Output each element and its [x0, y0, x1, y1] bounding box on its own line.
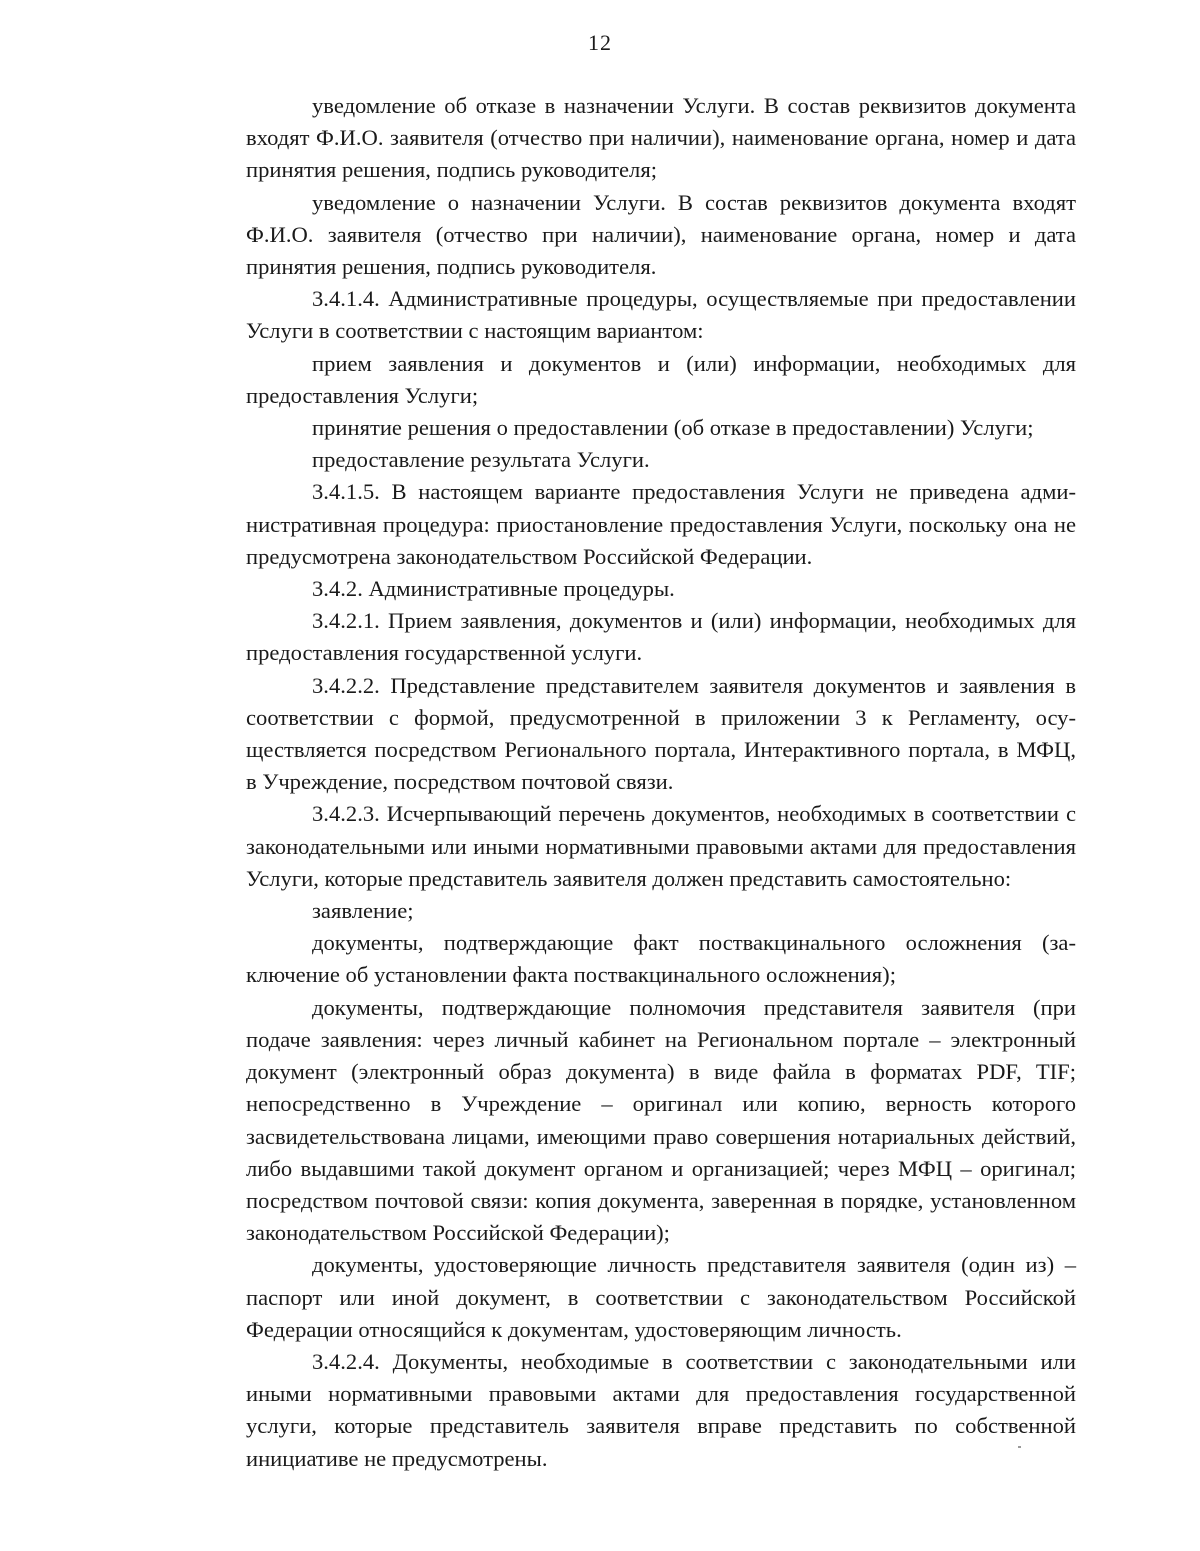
paragraph: 3.4.2.4. Документы, необходимые в соответствии с законодательными или иными нормативными правовыми актами для предоставления государственной услуги, которые представитель заявителя вправе представить по собственной инициативе не предусмотрены. — [246, 1348, 1076, 1471]
paragraph: 3.4.2.3. Исчерпывающий перечень документов, необходимых в соответствии с законодательными или иными нормативными правовыми актами для предоставления Услуги, которые представитель заявителя должен представить самостоятельно: — [246, 801, 1076, 891]
paragraph: принятие решения о предоставлении (об отказе в предоставлении) Услуги; — [312, 415, 1034, 441]
paragraph: уведомление об отказе в назначении Услуги. В состав реквизитов документа входят Ф.И.О. заявителя (отчество при наличии), наименование органа, номер и дата принятия решения, подпись руководителя; — [246, 93, 1076, 183]
document-body — [246, 90, 1076, 1475]
page-number: 12 — [588, 30, 612, 55]
paragraph: 3.4.2.1. Прием заявления, документов и (или) информации, необходимых для предоставления государственной услуги. — [246, 608, 1076, 666]
paragraph: 3.4.1.5. В настоящем варианте предоставления Услуги не приведена административная процедура: приостановление предоставления Услуги, поскольку она не предусмотрена законодательством Российской Федерации. — [246, 479, 1076, 569]
paragraph: 3.4.1.4. Административные процедуры, осуществляемые при предоставлении Услуги в соответствии с настоящим вариантом: — [246, 286, 1076, 344]
paragraph: прием заявления и документов и (или) информации, необходимых для предоставления Услуги; — [246, 350, 1076, 408]
paragraph: документы, подтверждающие полномочия представителя заявителя (при подаче заявления: через личный кабинет на Региональном портале – электронный документ (электронный образ документа) в виде файла в форматах PDF, TIF; непосредственно в Учреждение – оригинал или копию, верность которого засвидетельствована лицами, имеющими право совершения нотариальных действий, либо выдавшими такой документ органом и организацией; через МФЦ – оригинал; посредством почтовой связи: копия документа, заверенная в порядке, установленном законодательством Российской Федерации); — [246, 994, 1076, 1246]
paragraph: документы, подтверждающие факт поствакцинального осложнения (заключение об установлении факта поствакцинального осложнения); — [246, 930, 1076, 988]
paragraph: предоставление результата Услуги. — [312, 447, 650, 473]
scan-speck — [1018, 1446, 1021, 1448]
paragraph: заявление; — [312, 898, 414, 924]
paragraph: 3.4.2. Административные процедуры. — [312, 576, 675, 602]
paragraph: документы, удостоверяющие личность представителя заявителя (один из) – паспорт или иной документ, в соответствии с законодательством Российской Федерации относящийся к документам, удостоверяющим личность. — [246, 1252, 1076, 1342]
paragraph: уведомление о назначении Услуги. В состав реквизитов документа входят Ф.И.О. заявителя (отчество при наличии), наименование органа, номер и дата принятия решения, подпись руководителя. — [246, 189, 1076, 280]
paragraph: 3.4.2.2. Представление представителем заявителя документов и заявления в соответствии с формой, предусмотренной в приложении 3 к Регламенту, осуществляется посредством Регионального портала, Интерактивного портала, в МФЦ, в Учреждение, посредством почтовой связи. — [246, 672, 1076, 795]
